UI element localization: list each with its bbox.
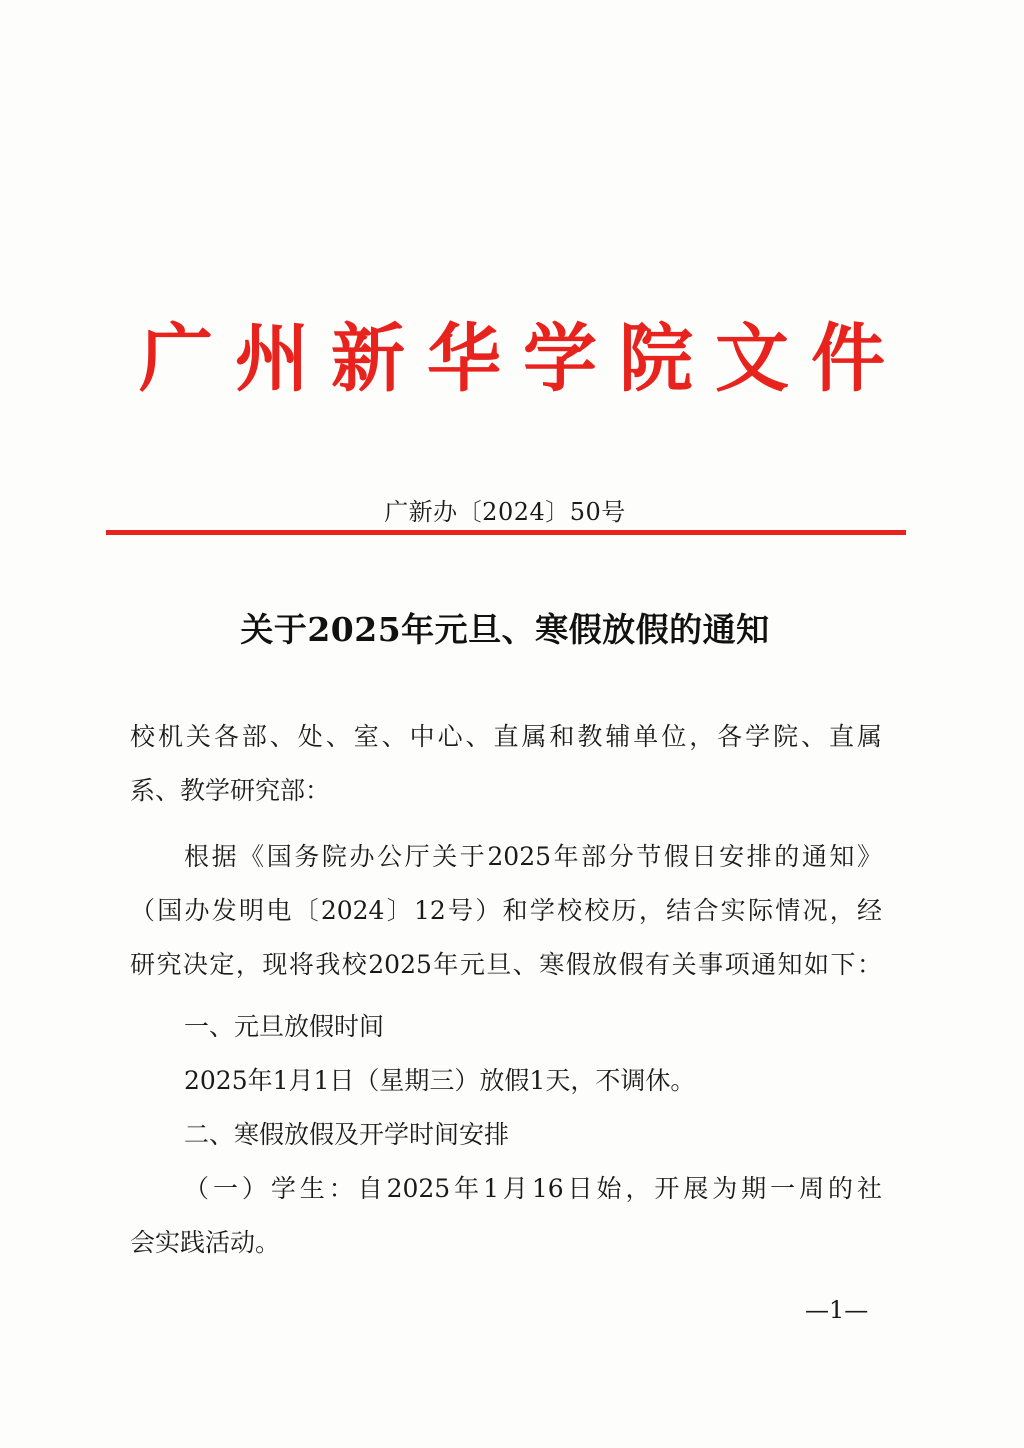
- red-divider-line: [106, 530, 906, 535]
- section-1-heading: 一、元旦放假时间: [184, 1012, 385, 1041]
- section-2-item-1-line-2: 会实践活动。: [130, 1228, 281, 1257]
- document-number: 广新办〔2024〕50号: [384, 498, 626, 526]
- section-1-text: 2025年1月1日（星期三）放假1天，不调休。: [184, 1066, 696, 1095]
- intro-line-2: （国办发明电〔2024〕12号）和学校校历，结合实际情况，经: [130, 896, 882, 925]
- section-2-heading: 二、寒假放假及开学时间安排: [184, 1120, 510, 1149]
- intro-line-1: 根据《国务院办公厅关于2025年部分节假日安排的通知》: [184, 842, 882, 871]
- section-2-item-1-line-1: （一）学生：自2025年1月16日始，开展为期一周的社: [184, 1174, 882, 1203]
- notice-title: 关于2025年元旦、寒假放假的通知: [240, 610, 770, 649]
- addressee-line-1: 校机关各部、处、室、中心、直属和教辅单位，各学院、直属: [130, 722, 882, 751]
- page-number: —1—: [805, 1296, 869, 1324]
- intro-line-3: 研究决定，现将我校2025年元旦、寒假放假有关事项通知如下：: [130, 950, 882, 979]
- addressee-line-2: 系、教学研究部：: [130, 776, 331, 805]
- intro-paragraph: [130, 830, 882, 992]
- section-2: [130, 1108, 882, 1270]
- section-1: [130, 1000, 882, 1108]
- masthead-title: 广州新华学院文件: [139, 316, 907, 402]
- notice-body: [130, 710, 882, 818]
